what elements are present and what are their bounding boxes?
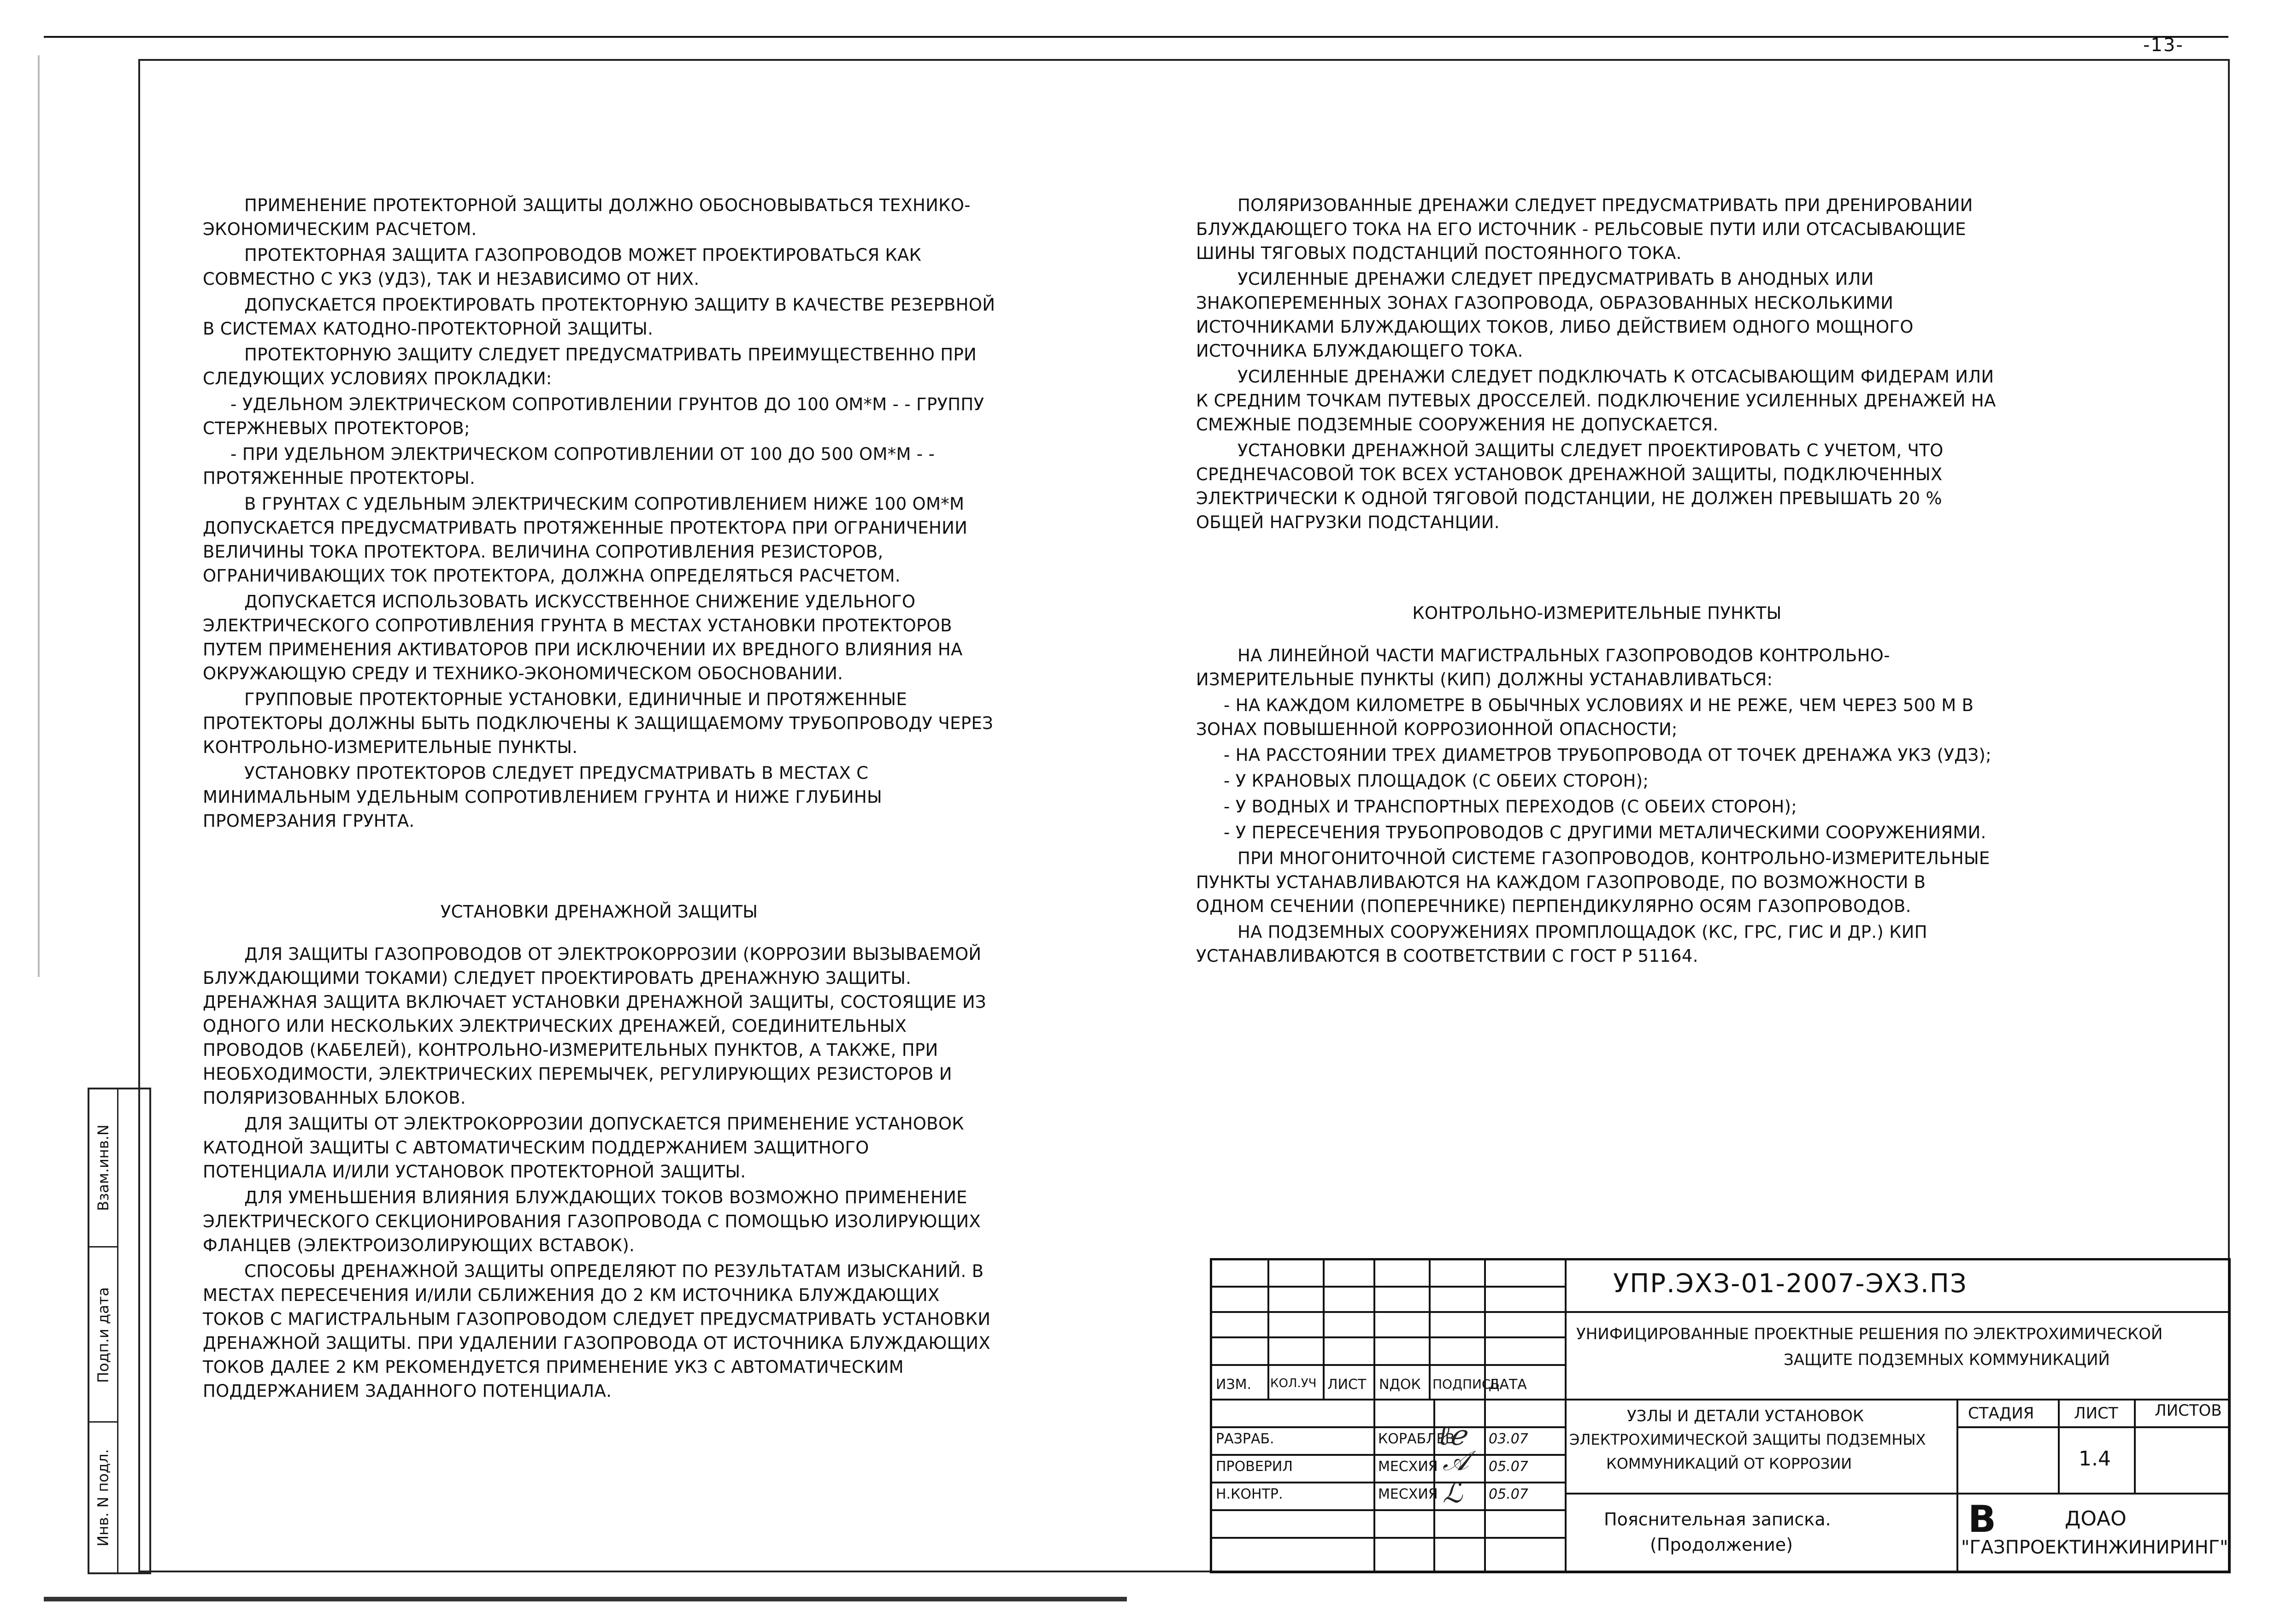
grid-line	[2134, 1399, 2136, 1493]
grid-line	[1212, 1537, 1565, 1539]
section-heading-drainage: УСТАНОВКИ ДРЕНАЖНОЙ ЗАЩИТЫ	[440, 902, 758, 922]
header-izm: ИЗМ.	[1216, 1377, 1252, 1393]
grid-line	[1212, 1482, 1565, 1483]
header-data: ДАТА	[1489, 1377, 1527, 1393]
org-name-line-2: "ГАЗПРОЕКТИНЖИНИРИНГ"	[1961, 1537, 2228, 1558]
sheet-title-line-3: КОММУНИКАЦИЙ ОТ КОРРОЗИИ	[1606, 1455, 1852, 1472]
paragraph: ДЛЯ ЗАЩИТЫ ОТ ЭЛЕКТРОКОРРОЗИИ ДОПУСКАЕТСЯ ПРИМЕНЕНИЕ УСТАНОВОК КАТОДНОЙ ЗАЩИТЫ С АВТОМАТИЧЕСКИМ ПОДДЕРЖАНИЕМ ЗАЩИТНОГО ПОТЕНЦИАЛА И/ИЛИ УСТАНОВОК ПРОТЕКТОРНОЙ ЗАЩИТЫ.	[203, 1114, 964, 1182]
org-logo: В	[1968, 1498, 1996, 1541]
binding-strip	[88, 1088, 151, 1574]
doc-code: УПР.ЭХЗ-01-2007-ЭХЗ.ПЗ	[1613, 1269, 1968, 1299]
bottom-scan-line	[44, 1597, 1127, 1601]
project-title-line-1: УНИФИЦИРОВАННЫЕ ПРОЕКТНЫЕ РЕШЕНИЯ ПО ЭЛЕКТРОХИМИЧЕСКОЙ	[1576, 1325, 2163, 1343]
sheet-title-line-2: ЭЛЕКТРОХИМИЧЕСКОЙ ЗАЩИТЫ ПОДЗЕМНЫХ	[1569, 1431, 1926, 1448]
paragraph: УСИЛЕННЫЕ ДРЕНАЖИ СЛЕДУЕТ ПОДКЛЮЧАТЬ К ОТСАСЫВАЮЩИМ ФИДЕРАМ ИЛИ К СРЕДНИМ ТОЧКАМ ПУТЕВЫХ ДРОССЕЛЕЙ. ПОДКЛЮЧЕНИЕ УСИЛЕННЫХ ДРЕНАЖЕЙ НА СМЕЖНЫЕ ПОДЗЕМНЫЕ СООРУЖЕНИЯ НЕ ДОПУСКАЕТСЯ.	[1196, 367, 1996, 435]
doc-name-line-2: (Продолжение)	[1650, 1535, 1793, 1555]
paragraph: ПРИМЕНЕНИЕ ПРОТЕКТОРНОЙ ЗАЩИТЫ ДОЛЖНО ОБОСНОВЫВАТЬСЯ ТЕХНИКО-ЭКОНОМИЧЕСКИМ РАСЧЕТОМ.	[203, 195, 971, 239]
list-item: - НА РАССТОЯНИИ ТРЕХ ДИАМЕТРОВ ТРУБОПРОВОДА ОТ ТОЧЕК ДРЕНАЖА УКЗ (УДЗ);	[1224, 745, 1992, 765]
grid-line	[1373, 1260, 1375, 1571]
paragraph: УСИЛЕННЫЕ ДРЕНАЖИ СЛЕДУЕТ ПРЕДУСМАТРИВАТЬ В АНОДНЫХ ИЛИ ЗНАКОПЕРЕМЕННЫХ ЗОНАХ ГАЗОПРОВОДА, ОБРАЗОВАННЫХ НЕСКОЛЬКИМИ ИСТОЧНИКАМИ БЛУЖДАЮЩИХ ТОКОВ, ЛИБО ДЕЙСТВИЕМ ОДНОГО МОЩНОГО ИСТОЧНИКА БЛУЖДАЮЩЕГО ТОКА.	[1196, 269, 1914, 361]
header-podpis: ПОДПИСЬ	[1432, 1377, 1500, 1392]
sheets-label: ЛИСТОВ	[2155, 1401, 2222, 1420]
paragraph: ГРУППОВЫЕ ПРОТЕКТОРНЫЕ УСТАНОВКИ, ЕДИНИЧНЫЕ И ПРОТЯЖЕННЫЕ ПРОТЕКТОРЫ ДОЛЖНЫ БЫТЬ ПОДКЛЮЧЕНЫ К ЗАЩИЩАЕМОМУ ТРУБОПРОВОДУ ЧЕРЕЗ КОНТРОЛЬНО-ИЗМЕРИТЕЛЬНЫЕ ПУНКТЫ.	[203, 689, 994, 757]
role-n-kontr: Н.КОНТР.	[1216, 1486, 1283, 1502]
title-block	[1210, 1258, 2231, 1573]
list-item: - У ПЕРЕСЕЧЕНИЯ ТРУБОПРОВОДОВ С ДРУГИМИ МЕТАЛИЧЕСКИМИ СООРУЖЕНИЯМИ.	[1224, 823, 1986, 842]
paragraph: НА ЛИНЕЙНОЙ ЧАСТИ МАГИСТРАЛЬНЫХ ГАЗОПРОВОДОВ КОНТРОЛЬНО-ИЗМЕРИТЕЛЬНЫЕ ПУНКТЫ (КИП) ДОЛЖНЫ УСТАНАВЛИВАТЬСЯ:	[1196, 646, 1890, 689]
header-list: ЛИСТ	[1327, 1377, 1367, 1393]
date-proveril: 05.07	[1489, 1459, 1528, 1475]
signature-razrab: ℓℯ	[1438, 1419, 1466, 1452]
paragraph: В ГРУНТАХ С УДЕЛЬНЫМ ЭЛЕКТРИЧЕСКИМ СОПРОТИВЛЕНИЕМ НИЖЕ 100 ОМ*М ДОПУСКАЕТСЯ ПРЕДУСМАТРИВАТЬ ПРОТЯЖЕННЫЕ ПРОТЕКТОРА ПРИ ОГРАНИЧЕНИИ ВЕЛИЧИНЫ ТОКА ПРОТЕКТОРА. ВЕЛИЧИНА СОПРОТИВЛЕНИЯ РЕЗИСТОРОВ, ОГРАНИЧИВАЮЩИХ ТОК ПРОТЕКТОРА, ДОЛЖНА ОПРЕДЕЛЯТЬСЯ РАСЧЕТОМ.	[203, 494, 968, 586]
header-ndok: NДОК	[1379, 1377, 1421, 1393]
org-name-line-1: ДОАО	[2065, 1507, 2127, 1530]
top-rule	[44, 36, 2228, 38]
grid-line	[1433, 1399, 1435, 1571]
paragraph: ДОПУСКАЕТСЯ ПРОЕКТИРОВАТЬ ПРОТЕКТОРНУЮ ЗАЩИТУ В КАЧЕСТВЕ РЕЗЕРВНОЙ В СИСТЕМАХ КАТОДНО-ПРОТЕКТОРНОЙ ЗАЩИТЫ.	[203, 295, 996, 339]
paragraph: ДОПУСКАЕТСЯ ИСПОЛЬЗОВАТЬ ИСКУССТВЕННОЕ СНИЖЕНИЕ УДЕЛЬНОГО ЭЛЕКТРИЧЕСКОГО СОПРОТИВЛЕНИЯ ГРУНТА В МЕСТАХ УСТАНОВКИ ПРОТЕКТОРОВ ПУТЕМ ПРИМЕНЕНИЯ АКТИВАТОРОВ ПРИ ИСКЛЮЧЕНИИ ИХ ВРЕДНОГО ВЛИЯНИЯ НА ОКРУЖАЮЩУЮ СРЕДУ И ТЕХНИКО-ЭКОНОМИЧЕСКОМ ОБОСНОВАНИИ.	[203, 592, 963, 683]
grid-line	[1212, 1399, 2228, 1400]
project-title-line-2: ЗАЩИТЕ ПОДЗЕМНЫХ КОММУНИКАЦИЙ	[1784, 1351, 2110, 1369]
inv-podl-cell	[89, 1421, 117, 1572]
paragraph: НА ПОДЗЕМНЫХ СООРУЖЕНИЯХ ПРОМПЛОЩАДОК (КС, ГРС, ГИС И ДР.) КИП УСТАНАВЛИВАЮТСЯ В СООТВЕТСТВИИ С ГОСТ Р 51164.	[1196, 922, 1927, 966]
stage-label: СТАДИЯ	[1968, 1404, 2034, 1423]
role-razrab: РАЗРАБ.	[1216, 1431, 1274, 1447]
grid-line	[1212, 1286, 1565, 1288]
role-proveril: ПРОВЕРИЛ	[1216, 1459, 1293, 1475]
list-item: - НА КАЖДОМ КИЛОМЕТРЕ В ОБЫЧНЫХ УСЛОВИЯХ И НЕ РЕЖЕ, ЧЕМ ЧЕРЕЗ 500 М В ЗОНАХ ПОВЫШЕННОЙ КОРРОЗИОННОЙ ОПАСНОСТИ;	[1196, 695, 1974, 739]
right-text-column	[1196, 194, 1998, 970]
grid-line	[1323, 1260, 1325, 1399]
grid-line	[1267, 1260, 1269, 1399]
section-heading-measurement-points: КОНТРОЛЬНО-ИЗМЕРИТЕЛЬНЫЕ ПУНКТЫ	[1412, 603, 1782, 623]
signature-proveril: 𝒜	[1443, 1445, 1469, 1477]
edge-line	[38, 55, 40, 977]
name-n-kontr: МЕСХИЯ	[1378, 1486, 1438, 1502]
grid-line	[1212, 1311, 1565, 1313]
date-n-kontr: 05.07	[1489, 1486, 1528, 1502]
vzam-inv-label: Взам.инв.N	[94, 1124, 112, 1211]
paragraph: ПРОТЕКТОРНУЮ ЗАЩИТУ СЛЕДУЕТ ПРЕДУСМАТРИВАТЬ ПРЕИМУЩЕСТВЕННО ПРИ СЛЕДУЮЩИХ УСЛОВИЯХ ПРОКЛАДКИ:	[203, 345, 977, 388]
grid-line	[1565, 1311, 2228, 1313]
page-number: -13-	[2143, 35, 2184, 56]
paragraph: ПОЛЯРИЗОВАННЫЕ ДРЕНАЖИ СЛЕДУЕТ ПРЕДУСМАТРИВАТЬ ПРИ ДРЕНИРОВАНИИ БЛУЖДАЮЩЕГО ТОКА НА ЕГО ИСТОЧНИК - РЕЛЬСОВЫЕ ПУТИ ИЛИ ОТСАСЫВАЮЩИЕ ШИНЫ ТЯГОВЫХ ПОДСТАНЦИЙ ПОСТОЯННОГО ТОКА.	[1196, 195, 1973, 263]
signature-n-kontr: ℒ	[1443, 1477, 1463, 1509]
paragraph: УСТАНОВКУ ПРОТЕКТОРОВ СЛЕДУЕТ ПРЕДУСМАТРИВАТЬ В МЕСТАХ С МИНИМАЛЬНЫМ УДЕЛЬНЫМ СОПРОТИВЛЕНИЕМ ГРУНТА И НИЖЕ ГЛУБИНЫ ПРОМЕРЗАНИЯ ГРУНТА.	[203, 763, 882, 831]
date-razrab: 03.07	[1489, 1431, 1528, 1447]
list-item: - УДЕЛЬНОМ ЭЛЕКТРИЧЕСКОМ СОПРОТИВЛЕНИИ ГРУНТОВ ДО 100 ОМ*М - - ГРУППУ СТЕРЖНЕВЫХ ПРОТЕКТОРОВ;	[203, 394, 984, 438]
podp-data-cell	[89, 1246, 117, 1423]
left-text-column	[203, 194, 996, 1405]
paragraph: ДЛЯ ЗАЩИТЫ ГАЗОПРОВОДОВ ОТ ЭЛЕКТРОКОРРОЗИИ (КОРРОЗИИ ВЫЗЫВАЕМОЙ БЛУЖДАЮЩИМИ ТОКАМИ) СЛЕДУЕТ ПРОЕКТИРОВАТЬ ДРЕНАЖНУЮ ЗАЩИТЫ. ДРЕНАЖНАЯ ЗАЩИТА ВКЛЮЧАЕТ УСТАНОВКИ ДРЕНАЖНОЙ ЗАЩИТЫ, СОСТОЯЩИЕ ИЗ ОДНОГО ИЛИ НЕСКОЛЬКИХ ЭЛЕКТРИЧЕСКИХ ДРЕНАЖЕЙ, СОЕДИНИТЕЛЬНЫХ ПРОВОДОВ (КАБЕЛЕЙ), КОНТРОЛЬНО-ИЗМЕРИТЕЛЬНЫХ ПУНКТОВ, А ТАКЖЕ, ПРИ НЕОБХОДИМОСТИ, ЭЛЕКТРИЧЕСКИХ ПЕРЕМЫЧЕК, РЕГУЛИРУЮЩИХ РЕЗИСТОРОВ И ПОЛЯРИЗОВАННЫХ БЛОКОВ.	[203, 944, 986, 1108]
grid-line	[1212, 1426, 1565, 1428]
inv-podl-label: Инв. N подл.	[94, 1448, 112, 1547]
name-proveril: МЕСХИЯ	[1378, 1459, 1438, 1475]
paragraph: ДЛЯ УМЕНЬШЕНИЯ ВЛИЯНИЯ БЛУЖДАЮЩИХ ТОКОВ ВОЗМОЖНО ПРИМЕНЕНИЕ ЭЛЕКТРИЧЕСКОГО СЕКЦИОНИРОВАНИЯ ГАЗОПРОВОДА С ПОМОЩЬЮ ИЗОЛИРУЮЩИХ ФЛАНЦЕВ (ЭЛЕКТРОИЗОЛИРУЮЩИХ ВСТАВОК).	[203, 1188, 981, 1255]
grid-line	[1956, 1399, 1958, 1571]
grid-line	[1956, 1426, 2228, 1428]
list-item: - У ВОДНЫХ И ТРАНСПОРТНЫХ ПЕРЕХОДОВ (С ОБЕИХ СТОРОН);	[1224, 797, 1797, 817]
podp-data-label: Подп.и дата	[94, 1287, 112, 1383]
list-item: - ПРИ УДЕЛЬНОМ ЭЛЕКТРИЧЕСКОМ СОПРОТИВЛЕНИИ ОТ 100 ДО 500 ОМ*М - - ПРОТЯЖЕННЫЕ ПРОТЕКТОРЫ.	[203, 444, 935, 488]
grid-line	[1212, 1509, 1565, 1511]
grid-line	[1212, 1364, 1565, 1366]
grid-line	[1212, 1454, 1565, 1456]
header-kol-uch: КОЛ.УЧ	[1270, 1377, 1317, 1390]
grid-line	[1212, 1336, 1565, 1338]
grid-line	[1565, 1260, 1567, 1571]
name-razrab: КОРАБЛЕВ	[1378, 1431, 1455, 1447]
paragraph: СПОСОБЫ ДРЕНАЖНОЙ ЗАЩИТЫ ОПРЕДЕЛЯЮТ ПО РЕЗУЛЬТАТАМ ИЗЫСКАНИЙ. В МЕСТАХ ПЕРЕСЕЧЕНИЯ И/ИЛИ СБЛИЖЕНИЯ ДО 2 КМ ИСТОЧНИКА БЛУЖДАЮЩИХ ТОКОВ С МАГИСТРАЛЬНЫМ ГАЗОПРОВОДОМ СЛЕДУЕТ ПРЕДУСМАТРИВАТЬ УСТАНОВКИ ДРЕНАЖНОЙ ЗАЩИТЫ. ПРИ УДАЛЕНИИ ГАЗОПРОВОДА ОТ ИСТОЧНИКА БЛУЖДАЮЩИХ ТОКОВ ДАЛЕЕ 2 КМ РЕКОМЕНДУЕТСЯ ПРИМЕНЕНИЕ УКЗ С АВТОМАТИЧЕСКИМ ПОДДЕРЖАНИЕМ ЗАДАННОГО ПОТЕНЦИАЛА.	[203, 1261, 991, 1401]
sheet-title-line-1: УЗЛЫ И ДЕТАЛИ УСТАНОВОК	[1627, 1407, 1864, 1425]
paragraph: УСТАНОВКИ ДРЕНАЖНОЙ ЗАЩИТЫ СЛЕДУЕТ ПРОЕКТИРОВАТЬ С УЧЕТОМ, ЧТО СРЕДНЕЧАСОВОЙ ТОК ВСЕХ УСТАНОВОК ДРЕНАЖНОЙ ЗАЩИТЫ, ПОДКЛЮЧЕННЫХ ЭЛЕКТРИЧЕСКИ К ОДНОЙ ТЯГОВОЙ ПОДСТАНЦИИ, НЕ ДОЛЖЕН ПРЕВЫШАТЬ 20 % ОБЩЕЙ НАГРУЗКИ ПОДСТАНЦИИ.	[1196, 441, 1944, 532]
grid-line	[1484, 1260, 1486, 1571]
paragraph: ПРИ МНОГОНИТОЧНОЙ СИСТЕМЕ ГАЗОПРОВОДОВ, КОНТРОЛЬНО-ИЗМЕРИТЕЛЬНЫЕ ПУНКТЫ УСТАНАВЛИВАЮТСЯ НА КАЖДОМ ГАЗОПРОВОДЕ, ПО ВОЗМОЖНОСТИ В ОДНОМ СЕЧЕНИИ (ПОПЕРЕЧНИКЕ) ПЕРПЕНДИКУЛЯРНО ОСЯМ ГАЗОПРОВОДОВ.	[1196, 848, 1990, 916]
grid-line	[1429, 1260, 1431, 1399]
doc-name-line-1: Пояснительная записка.	[1604, 1509, 1831, 1530]
sheet-value: 1.4	[2079, 1447, 2111, 1471]
grid-line	[2058, 1399, 2060, 1493]
vzam-inv-cell	[89, 1089, 117, 1246]
list-item: - У КРАНОВЫХ ПЛОЩАДОК (С ОБЕИХ СТОРОН);	[1224, 771, 1649, 791]
binding-divider	[117, 1089, 118, 1572]
sheet-label: ЛИСТ	[2074, 1404, 2118, 1423]
paragraph: ПРОТЕКТОРНАЯ ЗАЩИТА ГАЗОПРОВОДОВ МОЖЕТ ПРОЕКТИРОВАТЬСЯ КАК СОВМЕСТНО С УКЗ (УДЗ), ТАК И НЕЗАВИСИМО ОТ НИХ.	[203, 245, 922, 289]
grid-line	[1565, 1493, 2228, 1495]
